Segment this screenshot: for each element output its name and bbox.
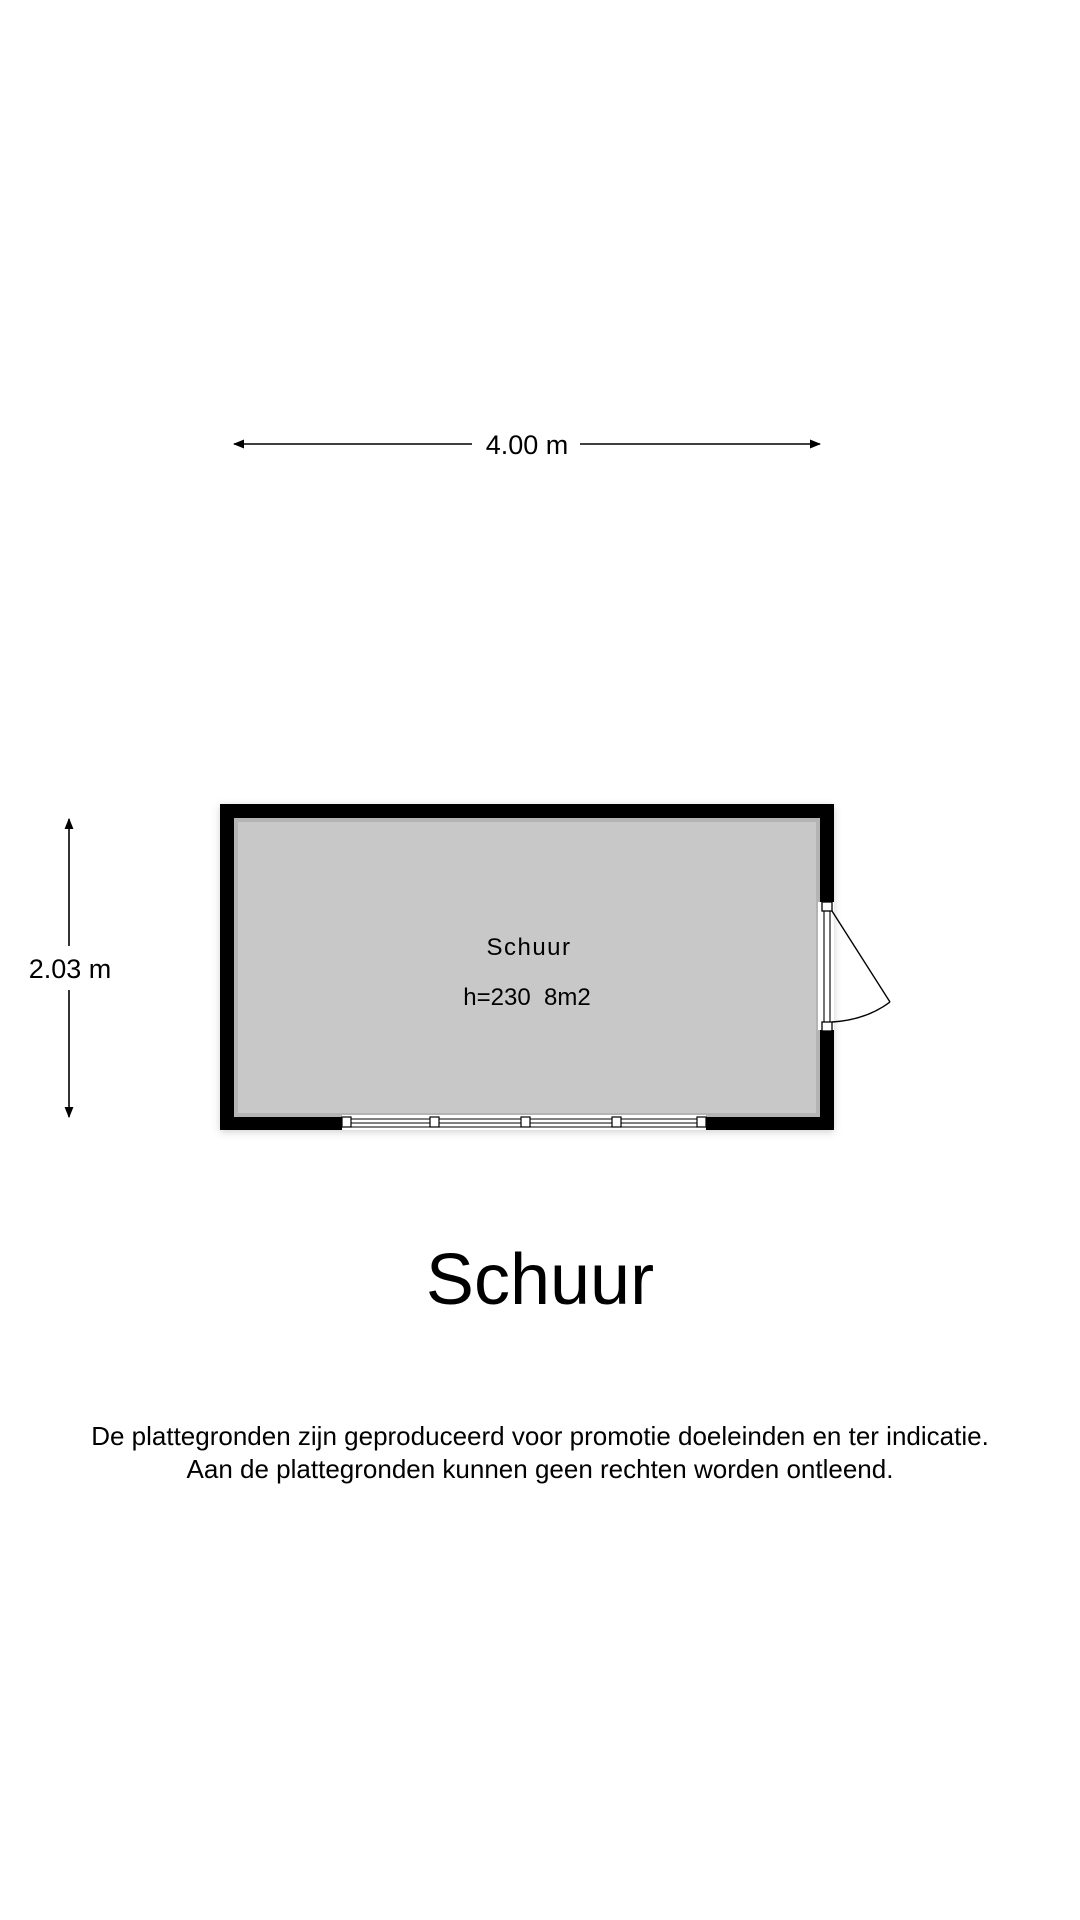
window-post-3 bbox=[521, 1117, 530, 1127]
disclaimer-line-1: De plattegronden zijn geproduceerd voor promotie doeleinden en ter indicatie. bbox=[91, 1421, 989, 1451]
window-post-5 bbox=[697, 1117, 706, 1127]
window-post-2 bbox=[430, 1117, 439, 1127]
room-details: h=230 8m2 bbox=[463, 984, 591, 1011]
width-dimension bbox=[234, 430, 820, 460]
height-dimension-label: 2.03 m bbox=[28, 954, 112, 984]
window-post-1 bbox=[342, 1117, 351, 1127]
height-dimension bbox=[29, 819, 112, 1117]
door-jamb-bottom bbox=[822, 1022, 832, 1031]
door-swing-arc bbox=[832, 1002, 890, 1022]
disclaimer-line-2: Aan de plattegronden kunnen geen rechten worden ontleend. bbox=[186, 1454, 894, 1484]
disclaimer bbox=[0, 1420, 1080, 1486]
door-leaf bbox=[832, 911, 890, 1002]
room-schuur bbox=[220, 804, 890, 1132]
door-opening bbox=[818, 902, 834, 1030]
room-name: Schuur bbox=[486, 934, 572, 961]
page-title: Schuur bbox=[425, 1240, 655, 1320]
room-floor bbox=[236, 820, 818, 1115]
door-jamb-top bbox=[822, 902, 832, 911]
width-dimension-label: 4.00 m bbox=[485, 430, 569, 460]
window-post-4 bbox=[612, 1117, 621, 1127]
